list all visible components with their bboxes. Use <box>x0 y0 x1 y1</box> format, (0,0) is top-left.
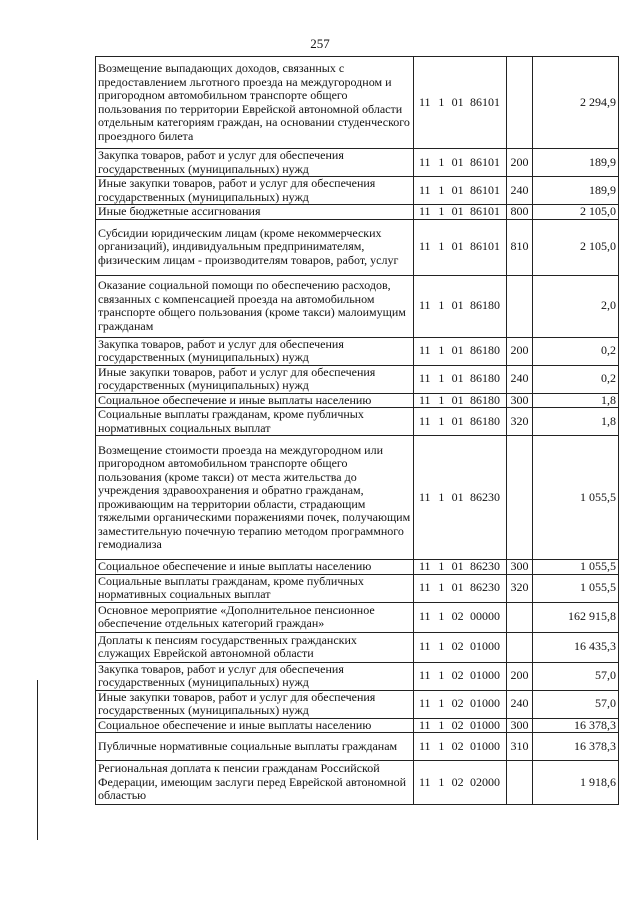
row-description: Иные закупки товаров, работ и услуг для обеспечения государственных (муниципальных) нужд <box>96 177 414 205</box>
code-part-c1: 11 <box>419 298 431 313</box>
code-part-c4: 86101 <box>469 204 500 218</box>
code-part-c4: 86180 <box>469 413 500 428</box>
row-amount: 16 378,3 <box>533 733 619 761</box>
code-part-c2: 1 <box>438 298 445 313</box>
row-amount: 2,0 <box>533 275 619 337</box>
row-amount: 1,8 <box>533 393 619 408</box>
row-amount: 1 055,5 <box>533 560 619 575</box>
code-part-c3: 01 <box>451 94 464 109</box>
table-row <box>96 761 619 805</box>
row-target-code <box>414 408 507 436</box>
table-row <box>96 436 619 560</box>
table-row <box>96 632 619 662</box>
code-part-c4: 86101 <box>469 182 500 197</box>
code-part-c1: 11 <box>419 696 431 711</box>
code-part-c1: 11 <box>419 668 431 683</box>
row-target-code <box>414 275 507 337</box>
code-part-c3: 01 <box>451 343 464 358</box>
code-part-c1: 11 <box>419 371 431 386</box>
row-expense-type: 240 <box>507 690 533 718</box>
code-part-c3: 01 <box>451 204 464 218</box>
code-part-c1: 11 <box>419 343 431 358</box>
code-part-c4: 86101 <box>469 154 500 169</box>
code-part-c2: 1 <box>438 639 445 654</box>
table-row <box>96 733 619 761</box>
table-row <box>96 560 619 575</box>
code-part-c1: 11 <box>419 559 431 573</box>
code-part-c1: 11 <box>419 182 431 197</box>
code-part-c3: 01 <box>451 371 464 386</box>
code-part-c3: 02 <box>451 609 464 624</box>
code-part-c4: 01000 <box>469 696 500 711</box>
row-target-code <box>414 690 507 718</box>
budget-table <box>95 56 619 805</box>
code-part-c3: 01 <box>451 298 464 313</box>
row-amount: 0,2 <box>533 365 619 393</box>
code-part-c2: 1 <box>438 489 445 504</box>
row-description: Социальные выплаты гражданам, кроме публичных нормативных социальных выплат <box>96 408 414 436</box>
code-part-c2: 1 <box>438 696 445 711</box>
row-expense-type <box>507 602 533 632</box>
code-part-c4: 86230 <box>469 559 500 573</box>
code-part-c1: 11 <box>419 609 431 624</box>
code-part-c3: 01 <box>451 239 464 254</box>
row-target-code <box>414 205 507 220</box>
code-part-c2: 1 <box>438 154 445 169</box>
row-amount: 1 918,6 <box>533 761 619 805</box>
code-part-c3: 02 <box>451 639 464 654</box>
row-expense-type <box>507 436 533 560</box>
row-amount: 1,8 <box>533 408 619 436</box>
row-description: Доплаты к пенсиям государственных гражданских служащих Еврейской автономной области <box>96 632 414 662</box>
code-part-c1: 11 <box>419 639 431 654</box>
code-part-c1: 11 <box>419 580 431 595</box>
row-description: Возмещение стоимости проезда на междугородном или пригородном автомобильном транспорте общего пользования (кроме такси) от места жительства до учреждения здравоохранения и обратно гражданам, проживающим на территории области, страдающим тяжелыми органическими поражениями почек, получающим заместительную почечную терапию методом программного гемодиализа <box>96 436 414 560</box>
row-description: Субсидии юридическим лицам (кроме некоммерческих организаций), индивидуальным предпринимателям, физическим лицам - производителям товаров, работ, услуг <box>96 219 414 275</box>
row-expense-type: 310 <box>507 733 533 761</box>
row-expense-type: 300 <box>507 718 533 733</box>
row-description: Закупка товаров, работ и услуг для обеспечения государственных (муниципальных) нужд <box>96 149 414 177</box>
row-description: Социальное обеспечение и иные выплаты населению <box>96 393 414 408</box>
row-amount: 2 105,0 <box>533 205 619 220</box>
row-amount: 2 105,0 <box>533 219 619 275</box>
code-part-c2: 1 <box>438 774 445 789</box>
code-part-c4: 86180 <box>469 343 500 358</box>
row-target-code <box>414 149 507 177</box>
code-part-c3: 01 <box>451 559 464 573</box>
row-description: Оказание социальной помощи по обеспечению расходов, связанных с компенсацией проезда на автомобильном транспорте общего пользования (кроме такси) малоимущим гражданам <box>96 275 414 337</box>
row-description: Социальные выплаты гражданам, кроме публичных нормативных социальных выплат <box>96 574 414 602</box>
budget-table-body <box>96 57 619 805</box>
code-part-c3: 01 <box>451 154 464 169</box>
row-expense-type <box>507 57 533 149</box>
code-part-c2: 1 <box>438 182 445 197</box>
row-target-code <box>414 436 507 560</box>
table-row <box>96 574 619 602</box>
row-description: Закупка товаров, работ и услуг для обеспечения государственных (муниципальных) нужд <box>96 662 414 690</box>
row-amount: 16 378,3 <box>533 718 619 733</box>
code-part-c3: 01 <box>451 392 464 407</box>
page-number: 257 <box>310 36 330 51</box>
code-part-c1: 11 <box>419 774 431 789</box>
code-part-c3: 02 <box>451 717 464 732</box>
row-expense-type: 300 <box>507 393 533 408</box>
code-part-c4: 86101 <box>469 94 500 109</box>
row-amount: 162 915,8 <box>533 602 619 632</box>
code-part-c3: 01 <box>451 580 464 595</box>
code-part-c1: 11 <box>419 392 431 407</box>
table-row <box>96 149 619 177</box>
code-part-c4: 02000 <box>469 774 500 789</box>
row-target-code <box>414 337 507 365</box>
code-part-c4: 01000 <box>469 639 500 654</box>
table-row <box>96 602 619 632</box>
table-row <box>96 219 619 275</box>
row-amount: 189,9 <box>533 149 619 177</box>
code-part-c2: 1 <box>438 392 445 407</box>
row-target-code <box>414 219 507 275</box>
row-expense-type: 200 <box>507 662 533 690</box>
code-part-c1: 11 <box>419 738 431 753</box>
code-part-c4: 86101 <box>469 239 500 254</box>
row-amount: 189,9 <box>533 177 619 205</box>
row-description: Социальное обеспечение и иные выплаты населению <box>96 718 414 733</box>
row-amount: 1 055,5 <box>533 574 619 602</box>
code-part-c2: 1 <box>438 239 445 254</box>
code-part-c2: 1 <box>438 717 445 732</box>
row-expense-type: 240 <box>507 365 533 393</box>
row-description: Возмещение выпадающих доходов, связанных с предоставлением льготного проезда на междугородном и пригородном автомобильном транспорте общего пользования по территории Еврейской автономной области отдельным категориям граждан, на основании студенческого проездного билета <box>96 57 414 149</box>
row-description: Региональная доплата к пенсии гражданам Российской Федерации, имеющим заслуги перед Еврейской автономной областью <box>96 761 414 805</box>
code-part-c1: 11 <box>419 413 431 428</box>
code-part-c4: 86180 <box>469 371 500 386</box>
table-row <box>96 662 619 690</box>
code-part-c4: 01000 <box>469 717 500 732</box>
row-description: Иные закупки товаров, работ и услуг для обеспечения государственных (муниципальных) нужд <box>96 690 414 718</box>
row-target-code <box>414 761 507 805</box>
code-part-c2: 1 <box>438 668 445 683</box>
code-part-c2: 1 <box>438 94 445 109</box>
row-target-code <box>414 365 507 393</box>
code-part-c4: 01000 <box>469 738 500 753</box>
code-part-c3: 01 <box>451 489 464 504</box>
row-amount: 0,2 <box>533 337 619 365</box>
row-description: Закупка товаров, работ и услуг для обеспечения государственных (муниципальных) нужд <box>96 337 414 365</box>
code-part-c3: 02 <box>451 696 464 711</box>
row-description: Публичные нормативные социальные выплаты гражданам <box>96 733 414 761</box>
row-expense-type <box>507 632 533 662</box>
row-amount: 16 435,3 <box>533 632 619 662</box>
row-expense-type <box>507 761 533 805</box>
row-target-code <box>414 393 507 408</box>
row-description: Основное мероприятие «Дополнительное пенсионное обеспечение отдельных категорий граждан» <box>96 602 414 632</box>
table-row <box>96 365 619 393</box>
row-description: Иные бюджетные ассигнования <box>96 205 414 220</box>
code-part-c2: 1 <box>438 413 445 428</box>
row-amount: 57,0 <box>533 690 619 718</box>
row-target-code <box>414 177 507 205</box>
code-part-c2: 1 <box>438 204 445 218</box>
row-target-code <box>414 57 507 149</box>
table-row <box>96 690 619 718</box>
row-expense-type: 320 <box>507 574 533 602</box>
table-row <box>96 408 619 436</box>
row-target-code <box>414 662 507 690</box>
code-part-c2: 1 <box>438 371 445 386</box>
code-part-c2: 1 <box>438 559 445 573</box>
table-row <box>96 177 619 205</box>
code-part-c4: 86230 <box>469 489 500 504</box>
table-row <box>96 275 619 337</box>
row-amount: 2 294,9 <box>533 57 619 149</box>
code-part-c3: 01 <box>451 413 464 428</box>
row-target-code <box>414 602 507 632</box>
code-part-c4: 86230 <box>469 580 500 595</box>
row-target-code <box>414 733 507 761</box>
row-expense-type: 810 <box>507 219 533 275</box>
row-amount: 57,0 <box>533 662 619 690</box>
table-row <box>96 205 619 220</box>
table-row <box>96 718 619 733</box>
row-description: Социальное обеспечение и иные выплаты населению <box>96 560 414 575</box>
row-amount: 1 055,5 <box>533 436 619 560</box>
table-row <box>96 57 619 149</box>
row-description: Иные закупки товаров, работ и услуг для обеспечения государственных (муниципальных) нужд <box>96 365 414 393</box>
row-expense-type: 320 <box>507 408 533 436</box>
code-part-c4: 00000 <box>469 609 500 624</box>
code-part-c3: 02 <box>451 774 464 789</box>
code-part-c2: 1 <box>438 738 445 753</box>
row-target-code <box>414 574 507 602</box>
code-part-c1: 11 <box>419 154 431 169</box>
code-part-c1: 11 <box>419 204 431 218</box>
code-part-c4: 86180 <box>469 298 500 313</box>
code-part-c3: 02 <box>451 738 464 753</box>
code-part-c2: 1 <box>438 609 445 624</box>
row-expense-type: 800 <box>507 205 533 220</box>
row-target-code <box>414 560 507 575</box>
code-part-c1: 11 <box>419 94 431 109</box>
row-expense-type: 200 <box>507 149 533 177</box>
code-part-c1: 11 <box>419 717 431 732</box>
code-part-c4: 86180 <box>469 392 500 407</box>
code-part-c2: 1 <box>438 343 445 358</box>
row-expense-type: 240 <box>507 177 533 205</box>
code-part-c3: 02 <box>451 668 464 683</box>
row-expense-type: 300 <box>507 560 533 575</box>
row-target-code <box>414 632 507 662</box>
code-part-c4: 01000 <box>469 668 500 683</box>
row-target-code <box>414 718 507 733</box>
code-part-c3: 01 <box>451 182 464 197</box>
row-expense-type <box>507 275 533 337</box>
row-expense-type: 200 <box>507 337 533 365</box>
code-part-c1: 11 <box>419 239 431 254</box>
margin-line <box>37 680 38 840</box>
table-row <box>96 337 619 365</box>
code-part-c2: 1 <box>438 580 445 595</box>
code-part-c1: 11 <box>419 489 431 504</box>
table-row <box>96 393 619 408</box>
